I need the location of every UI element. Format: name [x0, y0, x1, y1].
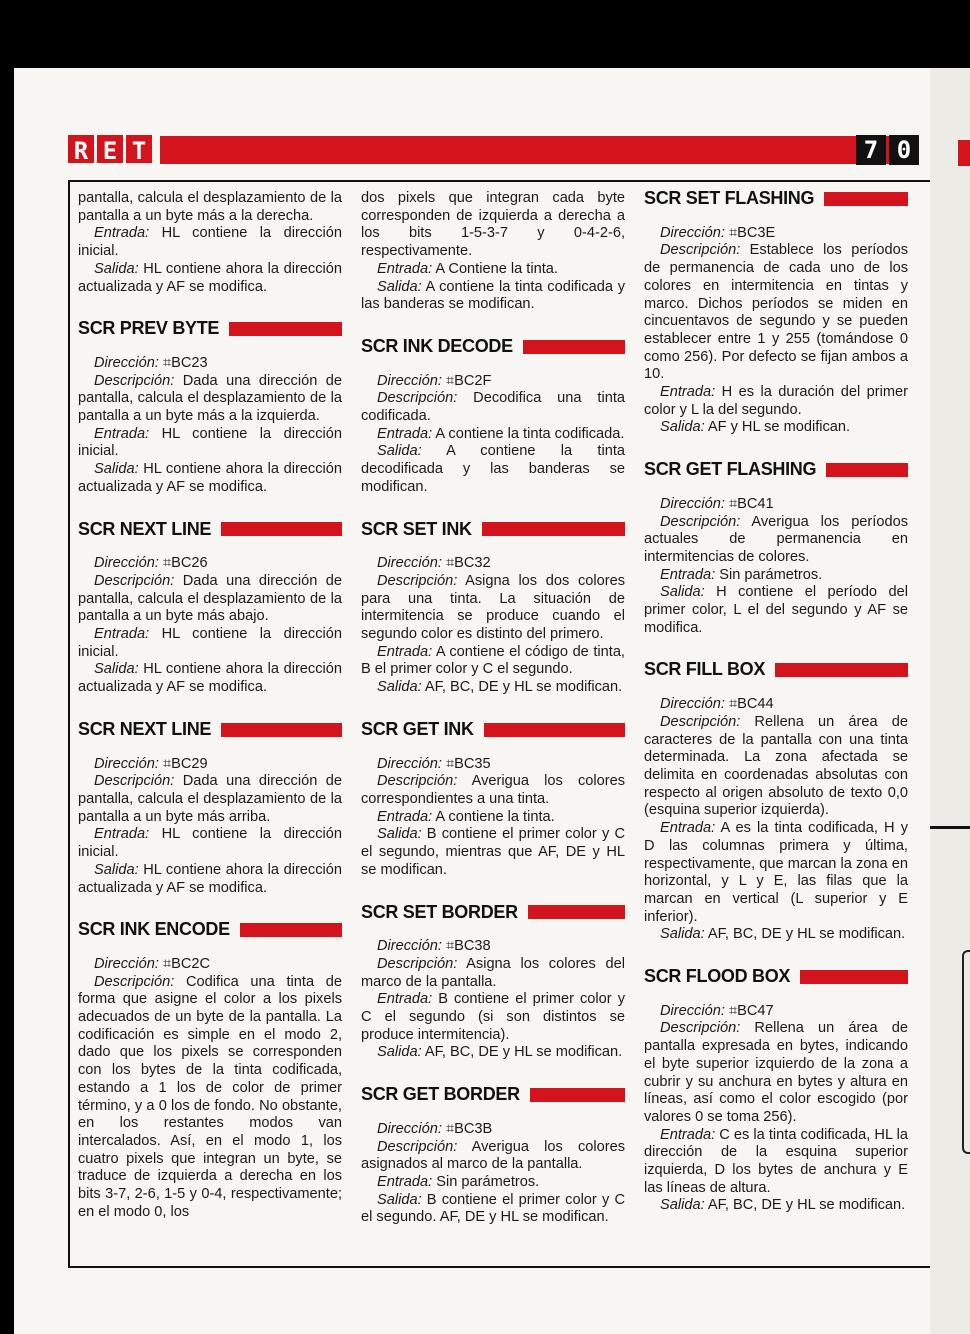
entry-scr-set-border	[361, 901, 625, 1063]
frame-rule-top	[68, 180, 930, 182]
entry-input: Entrada: A Contiene la tinta.	[377, 260, 558, 277]
entry-heading	[78, 718, 342, 739]
entry-description: Descripción: Averigua los colores asignados al marco de la pantalla.	[361, 1138, 625, 1173]
entry-description: Descripción: Asigna los dos colores para una tinta. La situación de intermitencia se produce cuando el segundo color es distinto del primero.	[361, 572, 625, 643]
heading-red-bar	[523, 340, 625, 354]
entry-scr-ink-encode	[78, 921, 342, 1221]
entry-heading	[644, 661, 908, 679]
ret-logo	[68, 135, 152, 163]
body-text: pantalla, calcula el desplazamiento de la pantalla a un byte más a la derecha.	[78, 190, 342, 224]
entry-description: Descripción: Dada una dirección de pantalla, calcula el desplazamiento de la pantalla a un byte más abajo.	[78, 572, 342, 625]
entry-heading	[361, 335, 625, 356]
column-3	[644, 190, 908, 1215]
entry-address: Dirección: ⌗BC3E	[660, 224, 776, 241]
next-page-bracket	[962, 950, 970, 1154]
entry-address: Dirección: ⌗BC41	[660, 495, 774, 512]
logo-letter: E	[97, 135, 123, 163]
frame-rule-left	[68, 180, 70, 1268]
entry-title: SCR SET FLASHING	[644, 188, 815, 208]
entry-input: Entrada: A contiene la tinta codificada.	[377, 425, 625, 442]
entry-output: Salida: B contiene el primer color y C el segundo. AF, DE y HL se modifican.	[361, 1191, 625, 1226]
heading-red-bar	[528, 905, 625, 919]
entry-output: Salida: B contiene el primer color y C el segundo, mientras que AF, DE y HL se modifican.	[361, 826, 625, 878]
entry-input: Entrada: A es la tinta codificada, H y D las columnas primera y última, respectivamente, que marcan la zona en horizontal, y L y E, las filas que la marcan en vertical (L superior y E inferior).	[644, 820, 908, 925]
entry-heading	[644, 968, 908, 986]
entry-description: Descripción: Dada una dirección de pantalla, calcula el desplazamiento de la pantalla a un byte más arriba.	[78, 773, 342, 825]
entry-address: Dirección: ⌗BC3B	[377, 1120, 493, 1137]
heading-red-bar	[824, 192, 908, 206]
entry-output: Salida: HL contiene ahora la dirección actualizada y AF se modifica.	[78, 260, 342, 295]
entry-output: Salida: AF, BC, DE y HL se modifican.	[377, 1044, 623, 1061]
entry-title: SCR GET INK	[361, 718, 474, 739]
entry-scr-get-border	[361, 1086, 625, 1227]
entry-title: SCR GET BORDER	[361, 1084, 520, 1105]
entry-input: Entrada: HL contiene la dirección inicial.	[78, 626, 342, 660]
entry-scr-fill-box	[644, 661, 908, 944]
body-text: dos pixels que integran cada byte corresponden de izquierda a derecha a los bits 1-5-3-7 y 0-4-2-6, respectivamente.	[361, 190, 625, 260]
frame-rule-bottom	[68, 1266, 930, 1268]
page-number-digit: 0	[889, 135, 919, 165]
entry-address: Dirección: ⌗BC47	[660, 1002, 774, 1019]
entry-title: SCR GET FLASHING	[644, 459, 817, 480]
entry-title: SCR FLOOD BOX	[644, 966, 791, 987]
entry-scr-set-ink	[361, 518, 625, 697]
entry-input: Entrada: Sin parámetros.	[660, 566, 823, 583]
heading-red-bar	[240, 923, 342, 937]
page-number-digit: 7	[856, 135, 886, 165]
entry-output: Salida: A contiene la tinta decodificada y las banderas se modifican.	[361, 443, 625, 495]
entry-address: Dirección: ⌗BC44	[660, 696, 774, 713]
entry-heading	[644, 461, 908, 479]
heading-red-bar	[826, 463, 908, 477]
entry-input: Entrada: HL contiene la dirección inicial.	[78, 826, 342, 861]
entry-description: Descripción: Averigua los períodos actuales de permanencia en intermitencias de colores.	[644, 513, 908, 565]
page-header	[68, 135, 921, 167]
logo-letter: T	[126, 135, 152, 163]
entry-heading	[361, 718, 625, 739]
entry-heading	[361, 518, 625, 539]
entry-address: Dirección: ⌗BC35	[377, 755, 491, 772]
entry-input: Entrada: Sin parámetros.	[377, 1173, 540, 1190]
entry-output: Salida: HL contiene ahora la dirección actualizada y AF se modifica.	[78, 461, 342, 495]
entry-title: SCR NEXT LINE	[78, 518, 212, 539]
entry-title: SCR SET BORDER	[361, 901, 518, 922]
entry-scr-next-line-up	[78, 718, 342, 897]
entry-scr-next-line	[78, 518, 342, 697]
entry-scr-prev-byte	[78, 320, 342, 496]
entry-address: Dirección: ⌗BC32	[377, 555, 491, 572]
entry-output: Salida: AF, BC, DE y HL se modifican.	[660, 926, 906, 943]
entry-title: SCR FILL BOX	[644, 659, 766, 680]
entry-output: Salida: HL contiene ahora la dirección actualizada y AF se modifica.	[78, 861, 342, 896]
continued-entry	[78, 190, 342, 296]
continued-entry	[361, 190, 625, 314]
entry-heading	[361, 901, 625, 922]
entry-output: Salida: AF, BC, DE y HL se modifican.	[660, 1197, 906, 1214]
entry-output: Salida: AF, BC, DE y HL se modifican.	[377, 679, 623, 696]
next-page-red-mark	[958, 140, 970, 166]
heading-red-bar	[221, 522, 342, 536]
entry-title: SCR SET INK	[361, 518, 472, 539]
entry-heading	[78, 518, 342, 539]
column-1	[78, 190, 342, 1221]
entry-description: Descripción: Establece los períodos de permanencia de cada uno de los colores en intermitencia en tintas y marco. Dichos períodos se miden en cincuentavos de segundo y se pueden establecer entre 1 y 255 (tomándose 0 como 256). Por defecto se fijan ambos a 10.	[644, 242, 908, 383]
heading-red-bar	[530, 1088, 625, 1102]
entry-input: Entrada: A contiene la tinta.	[377, 808, 555, 825]
entry-heading	[78, 320, 342, 338]
entry-address: Dirección: ⌗BC26	[94, 555, 208, 572]
entry-address: Dirección: ⌗BC2C	[94, 955, 211, 972]
entry-scr-get-flashing	[644, 461, 908, 637]
page-number	[856, 135, 919, 165]
entry-heading	[644, 190, 908, 208]
entry-input: Entrada: A contiene el código de tinta, B el primer color y C el segundo.	[361, 643, 625, 678]
entry-scr-flood-box	[644, 968, 908, 1215]
entry-input: Entrada: B contiene el primer color y C el segundo (si son distintos se produce intermitencia).	[361, 991, 625, 1043]
heading-red-bar	[229, 322, 342, 336]
entry-description: Descripción: Rellena un área de caracteres de la pantalla con una tinta determinada. La zona afectada se delimita en coordenadas absolutas con respecto al origen absoluto de texto 0,0 (esquina superior izquierda).	[644, 713, 908, 819]
entry-scr-set-flashing	[644, 190, 908, 437]
entry-description: Descripción: Dada una dirección de pantalla, calcula el desplazamiento de la pantalla a un byte más a la izquierda.	[78, 372, 342, 425]
entry-output: Salida: H contiene el período del primer color, L el del segundo y AF se modifica.	[644, 584, 908, 636]
entry-input: Entrada: HL contiene la dirección inicial.	[78, 225, 342, 260]
entry-output: Salida: AF y HL se modifican.	[660, 419, 851, 436]
entry-heading	[361, 1086, 625, 1104]
entry-title: SCR NEXT LINE	[78, 718, 212, 739]
entry-scr-ink-decode	[361, 335, 625, 497]
entry-description: Descripción: Asigna los colores del marco de la pantalla.	[361, 955, 625, 990]
entry-description: Descripción: Rellena un área de pantalla expresada en bytes, indicando el byte superior izquierdo de la zona a cubrir y su anchura en bytes y altura en líneas, así como el color escogido (por valores 0 se toma 256).	[644, 1020, 908, 1125]
entry-input: Entrada: HL contiene la dirección inicial.	[78, 425, 342, 460]
heading-red-bar	[800, 970, 908, 984]
heading-red-bar	[484, 723, 625, 737]
heading-red-bar	[775, 663, 908, 677]
entry-address: Dirección: ⌗BC38	[377, 938, 491, 955]
heading-red-bar	[482, 522, 625, 536]
entry-title: SCR INK ENCODE	[78, 919, 230, 940]
entry-description: Descripción: Averigua los colores correspondientes a una tinta.	[361, 773, 625, 807]
entry-output: Salida: HL contiene ahora la dirección actualizada y AF se modifica.	[78, 661, 342, 696]
entry-description: Descripción: Decodifica una tinta codificada.	[361, 390, 625, 425]
entry-input: Entrada: C es la tinta codificada, HL la dirección de la esquina superior izquierda, D los bytes de anchura y E las líneas de altura.	[644, 1126, 908, 1196]
next-page-rule	[930, 826, 970, 829]
column-2	[361, 190, 625, 1227]
entry-address: Dirección: ⌗BC29	[94, 755, 208, 772]
header-red-bar	[160, 136, 918, 164]
entry-input: Entrada: H es la duración del primer color y L la del segundo.	[644, 384, 908, 418]
entry-description: Descripción: Codifica una tinta de forma que asigne el color a los pixels adecuados de un byte de la pantalla. La codificación es simple en el modo 2, dado que los pixels se corresponden con los bytes de la tinta codificada, estando a 1 los de color de primer término, y a 0 los de fondo. No obstante, en los restantes modos van intercalados. Así, en el modo 1, los cuatro pixels que integran un byte, se traduce de izquierda a derecha en los bits 3-7, 2-6, 1-5 y 0-4, respectivamente; en el modo 0, los	[78, 973, 342, 1220]
entry-output: Salida: A contiene la tinta codificada y las banderas se modifican.	[361, 278, 625, 313]
entry-title: SCR INK DECODE	[361, 335, 513, 356]
logo-letter: R	[68, 135, 94, 163]
entry-title: SCR PREV BYTE	[78, 318, 220, 339]
entry-address: Dirección: ⌗BC23	[94, 354, 208, 371]
entry-heading	[78, 921, 342, 939]
entry-scr-get-ink	[361, 718, 625, 880]
heading-red-bar	[221, 723, 342, 737]
entry-address: Dirección: ⌗BC2F	[377, 372, 492, 389]
